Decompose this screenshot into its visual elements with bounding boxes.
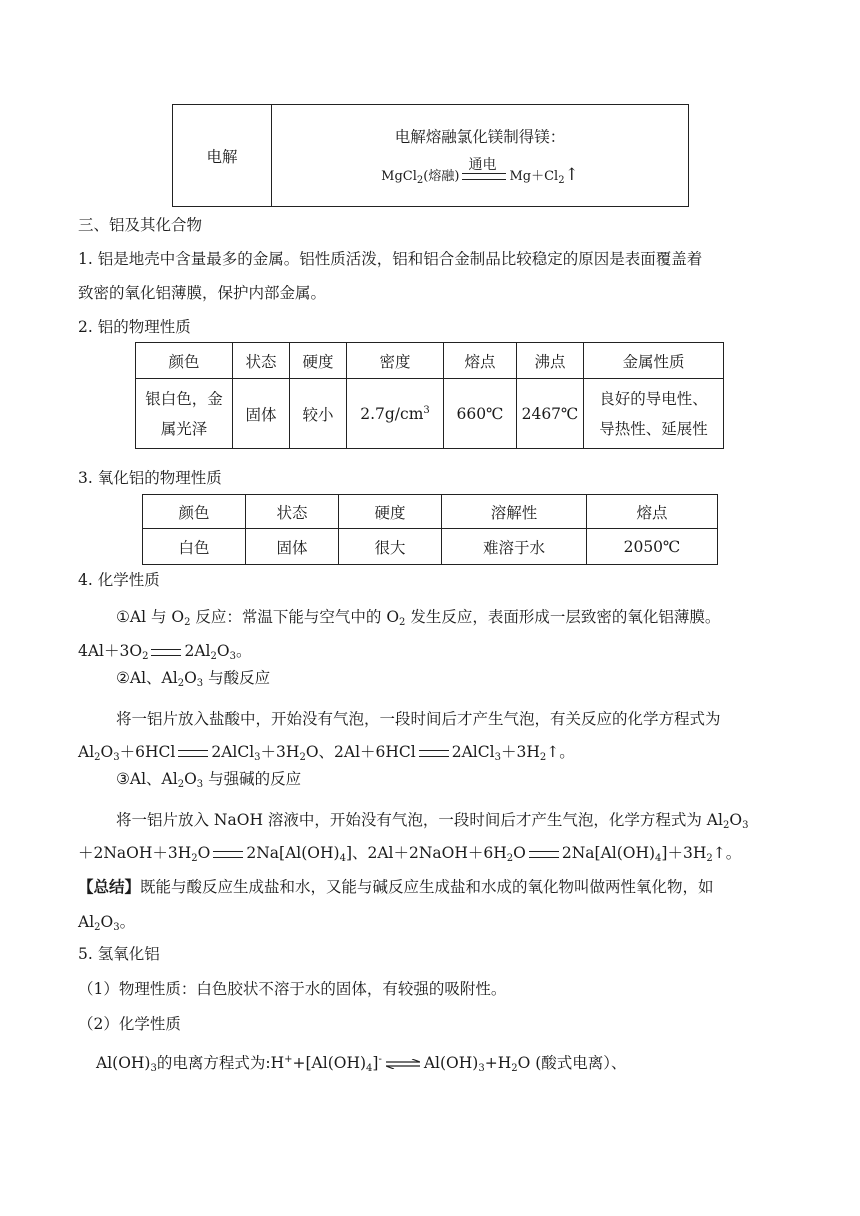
table-cell: 很大	[339, 529, 442, 565]
table-cell: 难溶于水	[442, 529, 587, 565]
equals-sign	[178, 750, 208, 757]
table-cell: 2050℃	[587, 529, 718, 565]
paragraph-line: 1. 铝是地壳中含量最多的金属。铝性质活泼，铝和铝合金制品比较稳定的原因是表面覆盖着	[78, 250, 703, 268]
equals-sign	[529, 851, 559, 858]
table-cell: 660℃	[444, 379, 517, 449]
table-cell: 固体	[233, 379, 290, 449]
summary-line: $Al_2O_3$。	[78, 913, 136, 933]
paragraph-line: 将一铝片放入盐酸中，开始没有气泡，一段时间后才产生气泡，有关反应的化学方程式为	[116, 710, 721, 728]
subheading: 3. 氧化铝的物理性质	[78, 469, 222, 487]
table-cell: 良好的导电性、 导热性、延展性	[584, 379, 724, 449]
equation-cell	[272, 105, 689, 207]
table-header: 颜色	[143, 495, 246, 529]
electrolysis-desc: 电解熔融氯化镁制得镁：	[394, 128, 566, 146]
subheading: 5. 氢氧化铝	[78, 945, 160, 963]
table-header: 状态	[233, 343, 290, 379]
equals-sign	[419, 750, 449, 757]
table-header: 溶解性	[442, 495, 587, 529]
table-header: 颜色	[136, 343, 233, 379]
table-cell: 较小	[290, 379, 347, 449]
table-cell: 固体	[246, 529, 339, 565]
electrolysis-table	[172, 104, 689, 207]
table-header: 沸点	[517, 343, 584, 379]
paragraph-line: （2）化学性质	[78, 1015, 181, 1033]
equals-sign: 通电	[462, 173, 506, 180]
paragraph-line: （1）物理性质：白色胶状不溶于水的固体，有较强的吸附性。	[78, 980, 507, 998]
paragraph-line: ③Al、$Al_2O_3$ 与强碱的反应	[116, 770, 302, 790]
summary-line: 【总结】既能与酸反应生成盐和水，又能与碱反应生成盐和水成的氧化物叫做两性氧化物，如	[78, 877, 714, 896]
section-heading: 三、铝及其化合物	[78, 216, 203, 234]
paragraph-line: 将一铝片放入 NaOH 溶液中，开始没有气泡，一段时间后才产生气泡，化学方程式为 $Al_2O_3$	[116, 811, 749, 831]
paragraph-line: 致密的氧化铝薄膜，保护内部金属。	[78, 284, 327, 302]
table-header: 硬度	[290, 343, 347, 379]
table-cell: 2467℃	[517, 379, 584, 449]
electrolysis-equation: MgCl$_2$(熔融) 通电 $Mg+Cl_2↑$	[381, 157, 579, 186]
table-header: 熔点	[587, 495, 718, 529]
table-header: 密度	[347, 343, 444, 379]
table-cell: 银白色，金 属光泽	[136, 379, 233, 449]
alumina-properties-table	[142, 494, 718, 565]
table-cell: 白色	[143, 529, 246, 565]
table-header: 状态	[246, 495, 339, 529]
equation-line: $+2NaOH+3H_2O$ $2Na[Al(OH)_4]$、$2Al+2NaOH+6H_2O$ $2Na[Al(OH)_4]+3H_2↑$。	[78, 844, 742, 864]
equation-line: $4Al+3O_2$ $2Al_2O_3$。	[78, 642, 252, 662]
table-cell: $2.7g/cm^3$	[347, 379, 444, 449]
equals-sign	[151, 649, 181, 656]
method-cell: 电解	[173, 105, 272, 207]
equation-line: $Al_2O_3+6HCl$ $2AlCl_3+3H_2O$、2Al＋6HCl $2AlCl_3+3H_2↑$。	[78, 743, 575, 763]
aluminum-properties-table	[135, 342, 724, 449]
table-header: 熔点	[444, 343, 517, 379]
reversible-arrow-icon	[386, 1059, 420, 1069]
paragraph-line: ①Al 与 $O_2$ 反应：常温下能与空气中的 $O_2$ 发生反应，表面形成一层致密的氧化铝薄膜。	[116, 608, 721, 628]
equation-line: $Al(OH)_3$的电离方程式为$:H^++[Al(OH)_4]^-$ $Al(OH)_3+H_2O$ (酸式电离）、	[96, 1054, 627, 1074]
summary-tag: 【总结】	[78, 877, 141, 896]
equals-sign	[213, 851, 243, 858]
subheading: 4. 化学性质	[78, 571, 160, 589]
paragraph-line: ②Al、$Al_2O_3$ 与酸反应	[116, 669, 271, 689]
table-header: 硬度	[339, 495, 442, 529]
table-header: 金属性质	[584, 343, 724, 379]
subheading: 2. 铝的物理性质	[78, 318, 191, 336]
